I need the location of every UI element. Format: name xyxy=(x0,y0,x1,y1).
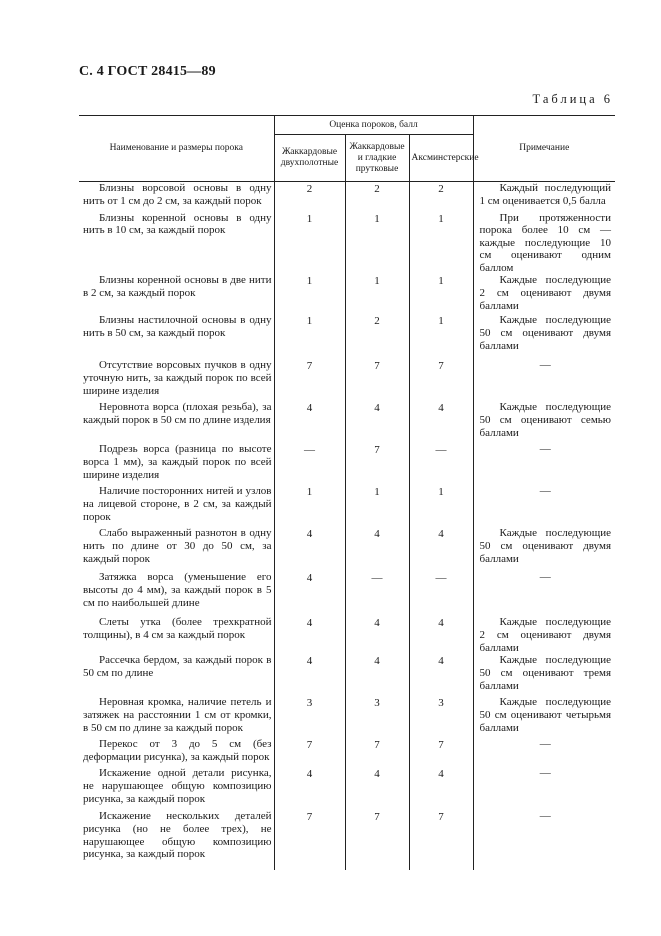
table-row xyxy=(79,738,615,767)
score-jacquard-double: 1 xyxy=(274,485,345,527)
table-label: Таблица 6 xyxy=(532,92,613,106)
score-jacquard-double: 1 xyxy=(274,274,345,314)
defect-name: Подрезь ворса (разница по высоте ворса 1 мм), за каждый порок по всей ширине изделия xyxy=(83,443,272,481)
note-text: — xyxy=(539,810,551,823)
defect-name: Слабо выраженный разнотон в одну нить по длине от 30 до 50 см, за каждый порок xyxy=(83,527,272,565)
score-jacquard-double: 4 xyxy=(274,654,345,696)
defect-name: Искажение одной детали рисунка, не нарушающее общую композицию рисунка, за каждый порок xyxy=(83,767,272,805)
score-jacquard-plain-wire: 2 xyxy=(345,182,409,212)
score-axminster: 7 xyxy=(409,738,473,767)
note-cell xyxy=(473,274,615,314)
defect-name-cell xyxy=(79,616,274,654)
defect-name: Отсутствие ворсовых пучков в одну уточную нить, за каждый порок по всей ширине изделия xyxy=(83,359,272,397)
score-axminster: 4 xyxy=(409,527,473,571)
table-row xyxy=(79,443,615,485)
score-jacquard-plain-wire: — xyxy=(345,571,409,616)
header-jacquard-double: Жаккардовые двухполотные xyxy=(274,135,345,182)
note-cell xyxy=(473,485,615,527)
note-text: — xyxy=(539,485,551,498)
score-jacquard-double: 7 xyxy=(274,810,345,870)
defect-name-cell xyxy=(79,182,274,212)
note-cell xyxy=(473,767,615,810)
score-axminster: 1 xyxy=(409,314,473,359)
note-text: — xyxy=(539,359,551,372)
score-axminster: — xyxy=(409,571,473,616)
defect-name-cell xyxy=(79,696,274,738)
score-jacquard-plain-wire: 4 xyxy=(345,527,409,571)
note-cell xyxy=(473,810,615,870)
score-axminster: 3 xyxy=(409,696,473,738)
page-title: С. 4 ГОСТ 28415—89 xyxy=(79,64,216,79)
note-cell xyxy=(473,443,615,485)
score-jacquard-double: 4 xyxy=(274,616,345,654)
defect-name-cell xyxy=(79,401,274,443)
defects-table xyxy=(79,115,615,870)
defect-name-cell xyxy=(79,359,274,401)
defect-name: Слеты утка (более трехкратной толщины), в 4 см за каждый порок xyxy=(83,616,272,642)
score-axminster: 7 xyxy=(409,810,473,870)
table-row xyxy=(79,182,615,212)
table-row xyxy=(79,359,615,401)
table-row xyxy=(79,527,615,571)
score-jacquard-double: 3 xyxy=(274,696,345,738)
score-jacquard-double: 4 xyxy=(274,401,345,443)
note-text: Каждые последующие 2 см оценивают двумя баллами xyxy=(479,274,612,312)
note-cell xyxy=(473,359,615,401)
table-row xyxy=(79,401,615,443)
header-defect-name: Наименование и размеры порока xyxy=(79,116,274,182)
defect-name-cell xyxy=(79,212,274,275)
table-row xyxy=(79,485,615,527)
note-text: — xyxy=(539,571,551,584)
note-text: Каждые последующие 50 см оценивают тремя баллами xyxy=(479,654,612,692)
score-jacquard-plain-wire: 7 xyxy=(345,359,409,401)
score-jacquard-plain-wire: 1 xyxy=(345,274,409,314)
score-jacquard-double: 4 xyxy=(274,527,345,571)
score-jacquard-double: 1 xyxy=(274,212,345,275)
defect-name: Близны коренной основы в две нити в 2 см, за каждый порок xyxy=(83,274,272,300)
defect-name-cell xyxy=(79,767,274,810)
defect-name-cell xyxy=(79,738,274,767)
score-jacquard-plain-wire: 1 xyxy=(345,485,409,527)
score-jacquard-plain-wire: 4 xyxy=(345,401,409,443)
score-jacquard-double: 7 xyxy=(274,359,345,401)
note-text: — xyxy=(539,443,551,456)
defect-name-cell xyxy=(79,527,274,571)
defect-name: Перекос от 3 до 5 см (без деформации рисунка), за каждый порок xyxy=(83,738,272,764)
table-row xyxy=(79,810,615,870)
note-cell xyxy=(473,401,615,443)
score-axminster: 7 xyxy=(409,359,473,401)
defect-name: Искажение нескольких деталей рисунка (но не более трех), не нарушающее общую композицию рисунка, за каждый порок xyxy=(83,810,272,861)
note-text: Каждый последующий 1 см оценивается 0,5 балла xyxy=(479,182,612,207)
score-axminster: 2 xyxy=(409,182,473,212)
note-cell xyxy=(473,738,615,767)
defect-name: Неровная кромка, наличие петель и затяжек на расстоянии 1 см от кромки, в 50 см по длине за каждый порок xyxy=(83,696,272,734)
score-jacquard-plain-wire: 2 xyxy=(345,314,409,359)
note-text: Каждые последующие 50 см оценивают двумя баллами xyxy=(479,314,612,352)
score-axminster: 4 xyxy=(409,654,473,696)
score-jacquard-plain-wire: 4 xyxy=(345,767,409,810)
defect-name: Близны коренной основы в одну нить в 10 см, за каждый порок xyxy=(83,211,272,237)
score-jacquard-double: 1 xyxy=(274,314,345,359)
defect-name: Близны настилочной основы в одну нить в 50 см, за каждый порок xyxy=(83,314,272,340)
header-score-group: Оценка пороков, балл xyxy=(274,116,473,135)
header-jacquard-plain-wire: Жаккардовые и гладкие прутковые xyxy=(345,135,409,182)
score-axminster: 1 xyxy=(409,212,473,275)
score-jacquard-double: 4 xyxy=(274,571,345,616)
defect-name-cell xyxy=(79,443,274,485)
defect-name: Рассечка бердом, за каждый порок в 50 см по длине xyxy=(83,654,272,680)
note-cell xyxy=(473,212,615,275)
note-text: Каждые последующие 50 см оценивают четырьмя баллами xyxy=(479,696,612,734)
score-jacquard-plain-wire: 4 xyxy=(345,616,409,654)
defect-name-cell xyxy=(79,571,274,616)
score-jacquard-plain-wire: 4 xyxy=(345,654,409,696)
table-row xyxy=(79,571,615,616)
table-row xyxy=(79,696,615,738)
defect-name-cell xyxy=(79,485,274,527)
table-row xyxy=(79,274,615,314)
note-cell xyxy=(473,654,615,696)
note-text: — xyxy=(539,738,551,751)
defect-name-cell xyxy=(79,810,274,870)
score-jacquard-double: — xyxy=(274,443,345,485)
note-cell xyxy=(473,571,615,616)
defect-name: Близны ворсовой основы в одну нить от 1 см до 2 см, за каждый порок xyxy=(83,182,272,207)
score-jacquard-plain-wire: 1 xyxy=(345,212,409,275)
defect-name: Затяжка ворса (уменьшение его высоты до 4 мм), за каждый порок в 5 см по наибольшей длине xyxy=(83,571,272,609)
defect-name: Наличие посторонних нитей и узлов на лицевой стороне, в 2 см, за каждый порок xyxy=(83,485,272,523)
note-cell xyxy=(473,696,615,738)
note-cell xyxy=(473,314,615,359)
score-axminster: 4 xyxy=(409,767,473,810)
score-axminster: — xyxy=(409,443,473,485)
score-axminster: 1 xyxy=(409,274,473,314)
score-jacquard-double: 2 xyxy=(274,182,345,212)
header-axminster: Аксминстерские xyxy=(409,135,473,182)
score-jacquard-double: 7 xyxy=(274,738,345,767)
note-cell xyxy=(473,527,615,571)
score-axminster: 1 xyxy=(409,485,473,527)
defect-name-cell xyxy=(79,314,274,359)
score-axminster: 4 xyxy=(409,401,473,443)
table-row xyxy=(79,314,615,359)
note-text: Каждые последующие 2 см оценивают двумя баллами xyxy=(479,616,612,654)
table-row xyxy=(79,767,615,810)
defect-name-cell xyxy=(79,274,274,314)
header-note: Примечание xyxy=(473,116,615,182)
score-jacquard-plain-wire: 7 xyxy=(345,810,409,870)
note-text: — xyxy=(539,767,551,780)
table-row xyxy=(79,654,615,696)
note-text: Каждые последующие 50 см оценивают двумя баллами xyxy=(479,527,612,565)
score-jacquard-double: 4 xyxy=(274,767,345,810)
defect-name: Неровнота ворса (плохая резьба), за каждый порок в 50 см по длине изделия xyxy=(83,401,272,427)
note-text: При протяженности порока более 10 см — каждые последующие 10 см оценивают одним баллом xyxy=(479,211,612,274)
note-cell xyxy=(473,616,615,654)
score-axminster: 4 xyxy=(409,616,473,654)
score-jacquard-plain-wire: 3 xyxy=(345,696,409,738)
defect-name-cell xyxy=(79,654,274,696)
table-row xyxy=(79,212,615,275)
score-jacquard-plain-wire: 7 xyxy=(345,443,409,485)
score-jacquard-plain-wire: 7 xyxy=(345,738,409,767)
note-cell xyxy=(473,182,615,212)
note-text: Каждые последующие 50 см оценивают семью баллами xyxy=(479,401,612,439)
table-row xyxy=(79,616,615,654)
